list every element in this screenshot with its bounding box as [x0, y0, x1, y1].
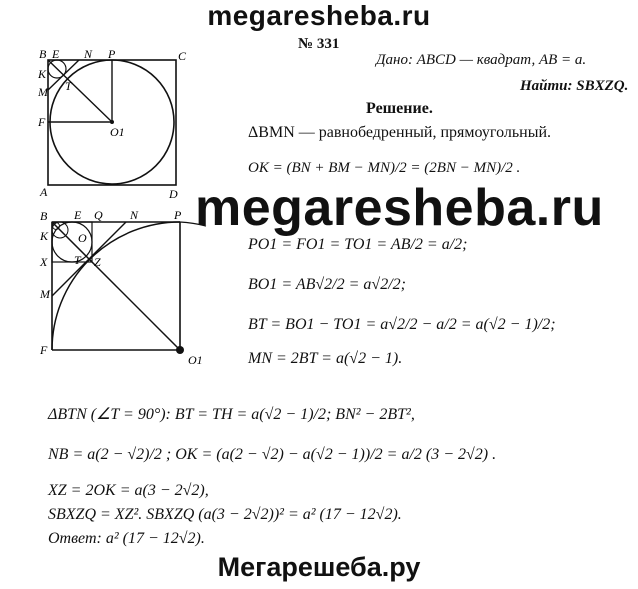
- solution-line-3: PO1 = FO1 = TO1 = AB/2 = a/2;: [248, 236, 468, 253]
- solution-line-4: BO1 = AB√2/2 = a√2/2;: [248, 276, 406, 293]
- solution-line-1: ΔBMN — равнобедренный, прямоугольный.: [248, 124, 552, 141]
- fig1-label: A: [40, 185, 48, 198]
- fig1-label: C: [178, 49, 187, 63]
- given-text: Дано: ABCD — квадрат, AB = a.: [376, 52, 587, 68]
- answer-line: Ответ: a² (17 − 12√2).: [48, 530, 205, 547]
- fig1-label: P: [108, 48, 116, 61]
- fig1-label: O1: [110, 125, 125, 139]
- watermark: megaresheba.ru: [195, 179, 604, 237]
- fig2-label: Q: [94, 208, 103, 222]
- solution-line-7: ΔBTN (∠T = 90°): BT = TH = a(√2 − 1)/2; BN² − 2BT²,: [48, 406, 415, 423]
- fig2-label: O: [78, 231, 87, 245]
- fig1-label: E: [52, 48, 60, 61]
- fig1-label: D: [169, 187, 178, 198]
- fig1-label: M: [38, 85, 48, 99]
- fig2-label: B: [40, 209, 48, 223]
- figure-square-circle: [38, 48, 198, 198]
- solution-line-2: OK = (BN + BM − MN)/2 = (2BN − MN)/2 .: [248, 160, 521, 176]
- solution-line-5: BT = BO1 − TO1 = a√2/2 − a/2 = a(√2 − 1)/2;: [248, 316, 556, 333]
- solution-line-6: MN = 2BT = a(√2 − 1).: [248, 350, 403, 367]
- fig2-label: E: [74, 208, 82, 222]
- fig2-label: M: [40, 287, 50, 301]
- solution-line-8: NB = a(2 − √2)/2 ; OK = (a(2 − √2) − a(√2 − 1))/2 = a/2 (3 − 2√2) .: [48, 446, 497, 463]
- fig1-label: K: [38, 67, 47, 81]
- site-footer[interactable]: Мегарешеба.ру: [217, 552, 421, 582]
- fig2-label: N: [130, 208, 139, 222]
- problem-number: № 331: [298, 36, 340, 52]
- solution-title: Решение.: [366, 100, 433, 117]
- fig2-label: F: [40, 343, 48, 357]
- fig2-label: X: [40, 255, 48, 269]
- solution-line-9: XZ = 2OK = a(3 − 2√2),: [48, 482, 209, 499]
- fig1-label: B: [39, 48, 47, 61]
- fig2-label: P: [174, 208, 182, 222]
- figure-corner-detail: [38, 208, 210, 368]
- fig1-label: F: [38, 115, 46, 129]
- fig2-label: K: [40, 229, 49, 243]
- fig2-label: Z: [94, 255, 101, 269]
- fig1-label: N: [84, 48, 93, 61]
- solution-line-10: SBXZQ = XZ². SBXZQ (a(3 − 2√2))² = a² (17 − 12√2).: [48, 506, 402, 523]
- fig2-label: O1: [188, 353, 203, 367]
- fig1-label: T: [65, 79, 72, 93]
- site-header[interactable]: megaresheba.ru: [207, 0, 431, 31]
- find-text: Найти: SBXZQ.: [520, 78, 629, 94]
- fig2-label: T: [74, 253, 81, 267]
